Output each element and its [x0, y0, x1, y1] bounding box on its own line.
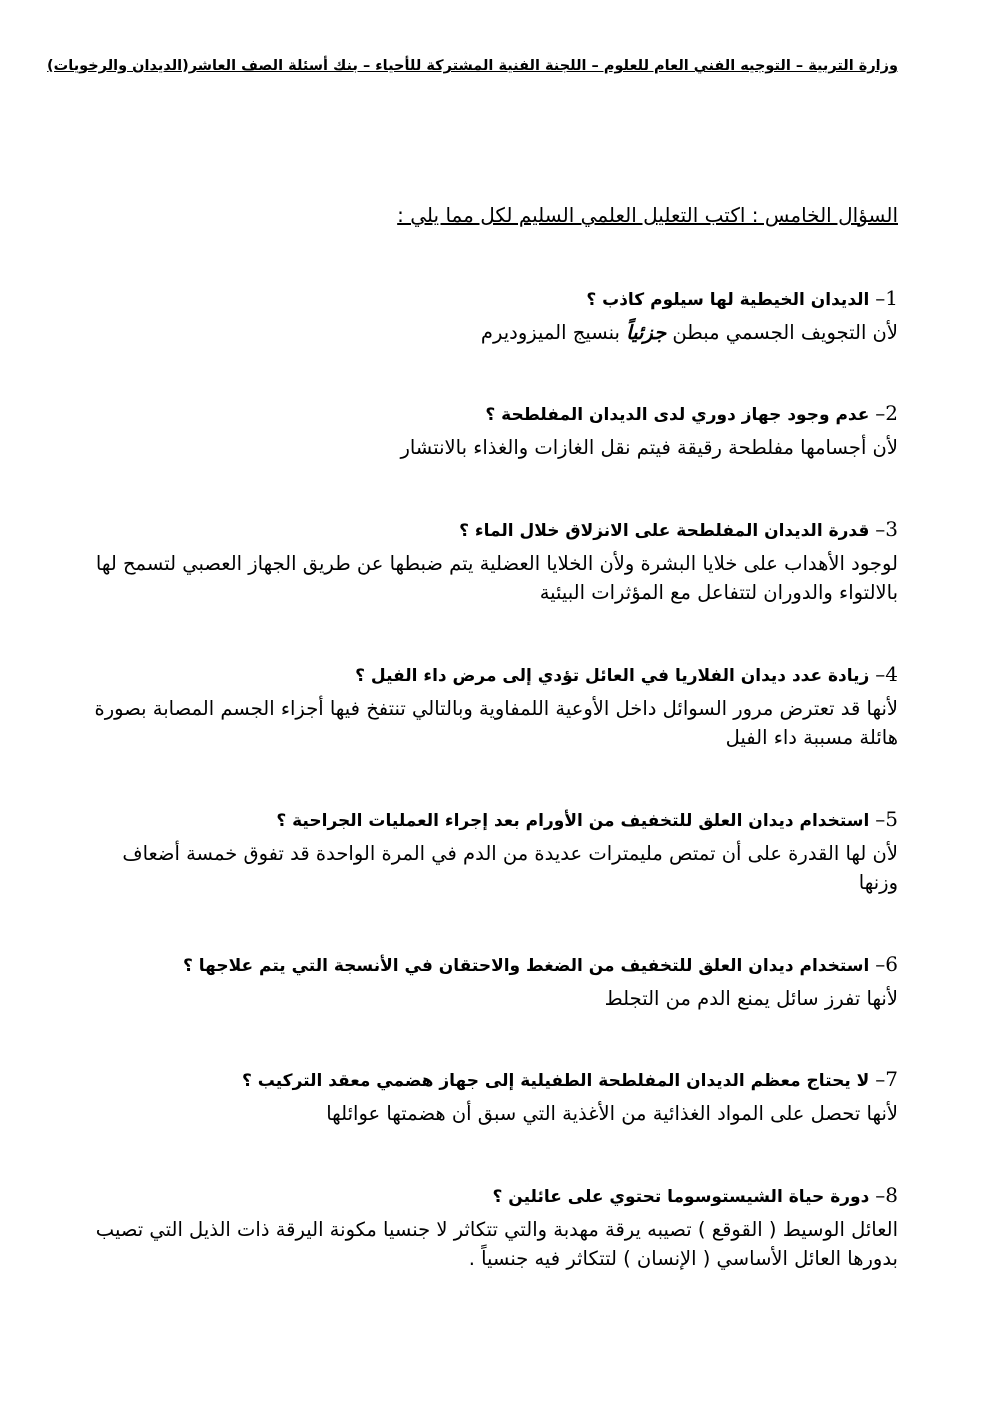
question-text: عدم وجود جهاز دوري لدى الديدان المفلطحة ؟ — [485, 405, 870, 425]
question-number: 4– — [875, 662, 898, 686]
answer-6: لأنها تفرز سائل يمنع الدم من التجلط — [604, 987, 898, 1010]
question-6 — [88, 951, 898, 979]
question-number: 8– — [875, 1183, 898, 1207]
question-number: 7– — [875, 1067, 898, 1091]
qa-item-8 — [88, 1182, 898, 1273]
question-text: استخدام ديدان العلق للتخفيف من الضغط والاحتقان في الأنسجة التي يتم علاجها ؟ — [182, 956, 870, 976]
question-number: 2– — [875, 401, 898, 425]
question-2 — [88, 400, 898, 428]
question-8 — [88, 1182, 898, 1210]
answer-4: لأنها قد تعترض مرور السوائل داخل الأوعية اللمفاوية وبالتالي تنتفخ فيها أجزاء الجسم المصابة بصورة هائلة مسببة داء الفيل — [94, 697, 898, 749]
question-number: 1– — [875, 286, 898, 310]
answer-2: لأن أجسامها مفلطحة رقيقة فيتم نقل الغازات والغذاء بالانتشار — [400, 436, 898, 459]
question-text: الديدان الخيطية لها سيلوم كاذب ؟ — [586, 290, 870, 310]
question-number: 3– — [875, 517, 898, 541]
section-title: السؤال الخامس : اكتب التعليل العلمي السليم لكل مما يلي : — [397, 203, 898, 227]
question-4 — [88, 661, 898, 689]
question-text: دورة حياة الشيستوسوما تحتوي على عائلين ؟ — [492, 1187, 870, 1207]
question-number: 5– — [875, 807, 898, 831]
qa-item-2 — [88, 400, 898, 462]
answer-8: العائل الوسيط ( القوقع ) تصيبه يرقة مهدبة والتي تتكاثر لا جنسيا مكونة اليرقة ذات الذيل التي تصيب بدورها العائل الأساسي ( الإنسان ) لتتكاثر فيه جنسياً . — [95, 1218, 898, 1270]
question-text: استخدام ديدان العلق للتخفيف من الأورام بعد إجراء العمليات الجراحية ؟ — [276, 811, 870, 831]
question-text: قدرة الديدان المفلطحة على الانزلاق خلال الماء ؟ — [459, 521, 870, 541]
qa-item-5 — [88, 806, 898, 897]
qa-item-3 — [88, 516, 898, 607]
answer-emphasis: جزئياً — [626, 321, 667, 344]
answer-text-start: لأن التجويف الجسمي مبطن — [672, 321, 898, 344]
qa-item-6 — [88, 951, 898, 1013]
answer-text-end: بنسيج الميزوديرم — [480, 321, 620, 344]
question-1 — [88, 285, 898, 313]
question-number: 6– — [875, 952, 898, 976]
question-5 — [88, 806, 898, 834]
qa-item-4 — [88, 661, 898, 752]
question-text: زيادة عدد ديدان الفلاريا في العائل تؤدي إلى مرض داء الفيل ؟ — [355, 666, 870, 686]
qa-item-7 — [88, 1066, 898, 1128]
answer-1 — [88, 318, 898, 347]
page-header: وزارة التربية – التوجيه الفني العام للعلوم – اللجنة الفنية المشتركة للأحياء – بنك أسئلة الصف العاشر(الديدان والرخويات) — [47, 58, 898, 74]
question-3 — [88, 516, 898, 544]
question-7 — [88, 1066, 898, 1094]
answer-3: لوجود الأهداب على خلايا البشرة ولأن الخلايا العضلية يتم ضبطها عن طريق الجهاز العصبي لتسمح لها بالالتواء والدوران لتتفاعل مع المؤثرات البيئية — [95, 552, 898, 604]
answer-7: لأنها تحصل على المواد الغذائية من الأغذية التي سبق أن هضمتها عوائلها — [326, 1102, 898, 1125]
question-text: لا يحتاج معظم الديدان المفلطحة الطفيلية إلى جهاز هضمي معقد التركيب ؟ — [241, 1071, 870, 1091]
answer-5: لأن لها القدرة على أن تمتص مليمترات عديدة من الدم في المرة الواحدة قد تفوق خمسة أضعاف وزنها — [122, 842, 898, 894]
qa-item-1 — [88, 285, 898, 347]
